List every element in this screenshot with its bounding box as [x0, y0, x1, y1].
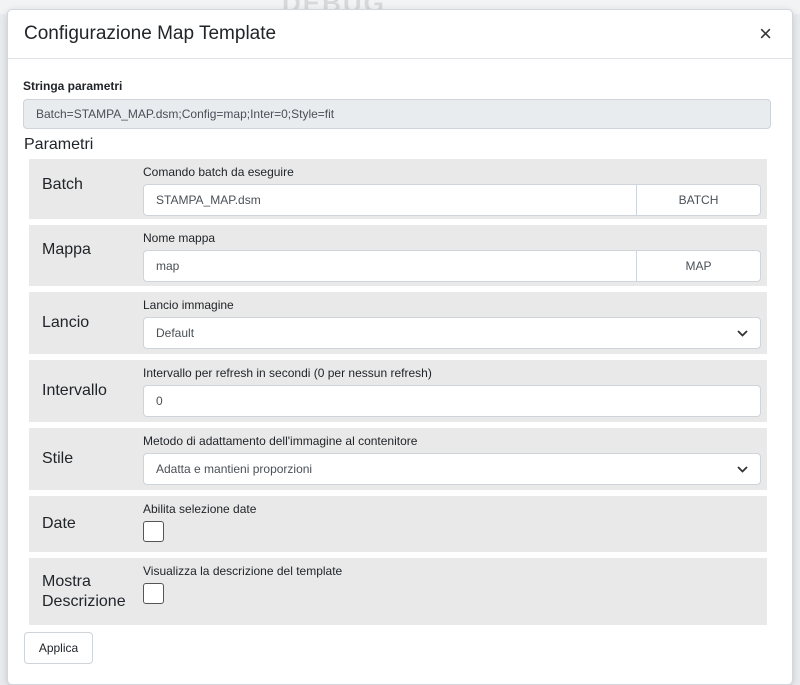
mostra-descrizione-checkbox[interactable] — [143, 583, 164, 604]
row-label-lancio: Lancio — [42, 314, 90, 331]
row-label-mostra-line2: Descrizione — [42, 592, 126, 610]
intervallo-input[interactable]: 0 — [143, 385, 761, 417]
close-button[interactable] — [755, 21, 776, 47]
batch-button[interactable]: BATCH — [637, 184, 761, 216]
mappa-input[interactable]: map — [143, 250, 637, 282]
map-button[interactable]: MAP — [637, 250, 761, 282]
field-label-batch: Comando batch da eseguire — [143, 165, 294, 179]
chevron-down-icon — [737, 326, 748, 340]
row-label-batch: Batch — [42, 176, 83, 193]
field-label-mostra: Visualizza la descrizione del template — [143, 564, 343, 578]
row-intervallo — [29, 360, 767, 422]
stile-select[interactable] — [143, 453, 761, 485]
row-stile — [29, 428, 767, 490]
modal-body — [8, 59, 792, 625]
field-label-intervallo: Intervallo per refresh in secondi (0 per nessun refresh) — [143, 366, 432, 380]
field-label-date: Abilita selezione date — [143, 502, 257, 516]
row-label-stile: Stile — [42, 450, 74, 467]
row-label-mostra — [29, 558, 143, 625]
date-checkbox[interactable] — [143, 521, 164, 542]
param-string-field: Batch=STAMPA_MAP.dsm;Config=map;Inter=0;Style=fit — [23, 99, 771, 129]
field-label-stile: Metodo di adattamento dell'immagine al contenitore — [143, 434, 418, 448]
row-label-mostra-line1: Mostra — [42, 572, 91, 590]
field-label-mappa: Nome mappa — [143, 231, 216, 245]
row-label-mappa: Mappa — [42, 241, 91, 258]
apply-button[interactable]: Applica — [24, 632, 93, 664]
row-mappa — [29, 225, 767, 286]
close-icon: × — [759, 21, 772, 46]
row-mostra-descrizione — [29, 558, 767, 625]
batch-input[interactable]: STAMPA_MAP.dsm — [143, 184, 637, 216]
row-batch — [29, 159, 767, 219]
config-modal — [7, 9, 793, 685]
modal-header — [8, 10, 792, 59]
row-label-date: Date — [42, 515, 76, 532]
chevron-down-icon — [737, 462, 748, 476]
row-lancio — [29, 292, 767, 354]
lancio-select[interactable] — [143, 317, 761, 349]
row-date — [29, 496, 767, 552]
section-title: Parametri — [24, 136, 94, 153]
row-label-intervallo: Intervallo — [42, 382, 107, 399]
lancio-selected-value: Default — [156, 326, 195, 340]
stile-selected-value: Adatta e mantieni proporzioni — [156, 462, 313, 476]
field-label-lancio: Lancio immagine — [143, 298, 234, 312]
param-string-label: Stringa parametri — [23, 79, 123, 93]
modal-title: Configurazione Map Template — [24, 23, 277, 44]
